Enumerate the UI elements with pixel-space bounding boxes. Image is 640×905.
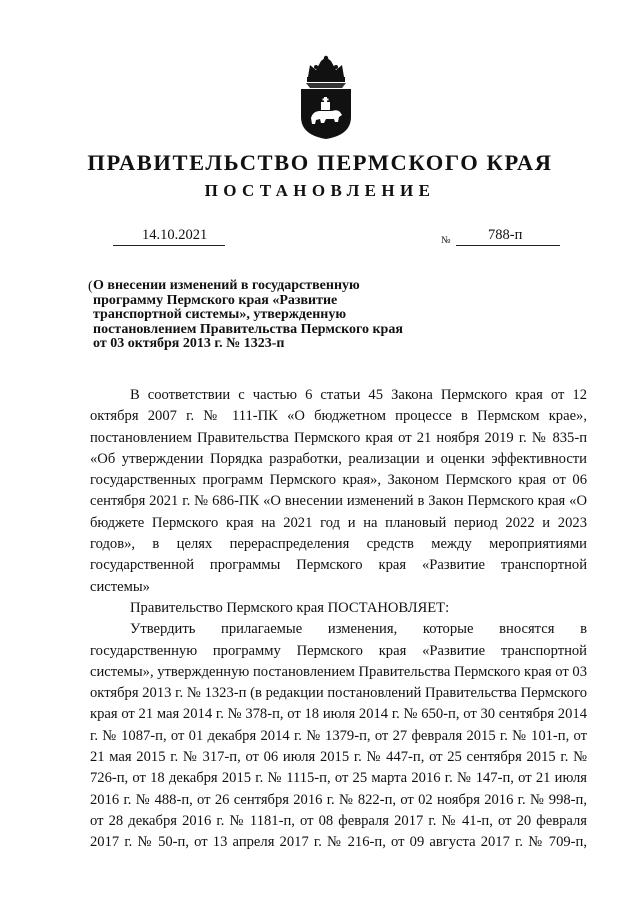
subject-bracket: ( [88, 279, 93, 294]
preamble-paragraph: В соответствии с частью 6 статьи 45 Закона Пермского края от 12 октября 2007 г. № 111-ПК «О бюджетном процессе в Пермском крае», постановлением Правительства Пермского края от 21 ноября 2019 г. № 835-п «Об утверждении Порядка разработки, реализации и оценки эффективности государственных программ Пермского края», Законом Пермского края от 06 сентября 2021 г. № 686-ПК «О внесении изменений в Закон Пермского края «О бюджете Пермского края на 2021 год и на плановый период 2022 и 2023 годов», в целях перераспределения средств между мероприятиями государственной программы Пермского края «Развитие транспортной системы» [90, 387, 587, 595]
clause-paragraph: Утвердить прилагаемые изменения, которые вносятся в государственную программу Пермского края «Развитие транспортной системы», утвержденную постановлением Правительства Пермского края от 03 октября 2013 г. № 1323-п (в редакции постановлений Правительства Пермского края от 21 мая 2014 г. № 378-п, от 18 июля 2014 г. № 650-п, от 30 сентября 2014 г. № 1087-п, от 01 декабря 2014 г. № 1379-п, от 27 февраля 2015 г. № 101-п, от 21 мая 2015 г. № 317-п, от 06 июля 2015 г. № 447-п, от 25 сентября 2015 г. № 726-п, от 18 декабря 2015 г. № 1115-п, от 25 марта 2016 г. № 147-п, от 21 июля 2016 г. № 488-п, от 26 сентября 2016 г. № 822-п, от 02 ноября 2016 г. № 998-п, от 28 декабря 2016 г. № 1181-п, от 08 февраля 2017 г. № 41-п, от 20 февраля 2017 г. № 50-п, от 13 апреля 2017 г. № 216-п, от 09 августа 2017 г. № 709-п, [90, 621, 587, 851]
document-type: ПОСТАНОВЛЕНИЕ [204, 181, 436, 200]
subject-line: программу Пермского края «Развитие [93, 292, 338, 308]
document-date: 14.10.2021 [142, 227, 208, 243]
coat-of-arms-icon [296, 55, 356, 139]
number-underline [456, 245, 560, 246]
document-body [90, 385, 587, 854]
number-label: № [441, 235, 451, 246]
subject-line: от 03 октября 2013 г. № 1323-п [93, 336, 285, 352]
document-number: 788-п [488, 227, 523, 243]
government-title: ПРАВИТЕЛЬСТВО ПЕРМСКОГО КРАЯ [87, 150, 553, 175]
subject-line: транспортной системы», утвержденную [93, 307, 347, 323]
subject-line: О внесении изменений в государственную [93, 278, 360, 293]
number-field [456, 226, 560, 246]
subject-line: постановлением Правительства Пермского края [93, 321, 403, 337]
document-subject [88, 278, 403, 352]
date-field [113, 226, 225, 246]
date-underline [113, 245, 225, 246]
resolution-paragraph: Правительство Пермского края ПОСТАНОВЛЯЕТ: [130, 599, 450, 616]
